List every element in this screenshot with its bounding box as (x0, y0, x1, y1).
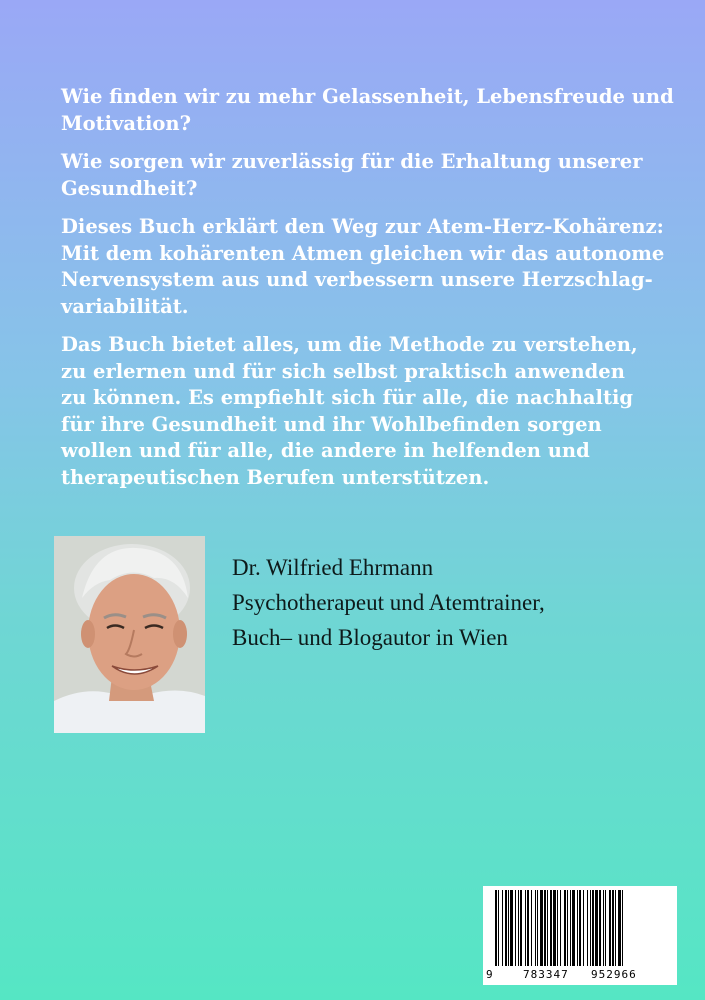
author-name: Dr. Wilfried Ehrmann (232, 555, 434, 580)
barcode-bar (583, 890, 584, 966)
author-info (232, 550, 545, 655)
author-role: Psychotherapeut und Atemtrainer, (232, 590, 545, 615)
barcode-bar (537, 890, 538, 966)
author-photo (54, 536, 205, 733)
barcode-bar (505, 890, 507, 966)
barcode-digit-first: 9 (486, 968, 493, 981)
barcode-bar (587, 890, 588, 966)
barcode-bar (531, 890, 532, 966)
barcode-bar (612, 890, 614, 966)
barcode-bar (570, 890, 571, 966)
barcode-bar (622, 890, 623, 966)
barcode-bar (544, 890, 546, 966)
barcode-digits-right: 952966 (591, 968, 637, 981)
blurb-question-1: Wie finden wir zu mehr Gelassenheit, Lebensfreude und Motivation? (61, 85, 674, 135)
barcode-bar (605, 890, 606, 966)
barcode-bar (603, 890, 604, 966)
barcode-bar (547, 890, 548, 966)
blurb-question-2: Wie sorgen wir zuverlässig für die Erhaltung unserer Gesundheit? (61, 150, 643, 200)
barcode-bar (599, 890, 601, 966)
back-cover-blurb (61, 84, 676, 503)
barcode-bar (579, 890, 581, 966)
barcode-digits-left: 783347 (523, 968, 569, 981)
barcode-bar (577, 890, 578, 966)
barcode-bar (498, 890, 499, 966)
barcode-bar (595, 890, 598, 966)
isbn-barcode (483, 886, 677, 985)
barcode-bar (540, 890, 543, 966)
barcode-bar (535, 890, 536, 966)
barcode-bar (508, 890, 509, 966)
barcode-bar (609, 890, 611, 966)
barcode-bar (515, 890, 516, 966)
author-location: Buch– und Blogautor in Wien (232, 625, 508, 650)
barcode-bar (525, 890, 526, 966)
barcode-bar (592, 890, 594, 966)
barcode-bar (520, 890, 522, 966)
barcode-bar (527, 890, 529, 966)
barcode-bar (590, 890, 591, 966)
barcode-bar (495, 890, 497, 966)
barcode-bar (510, 890, 513, 966)
barcode-bar (560, 890, 561, 966)
barcode-bar (518, 890, 519, 966)
barcode-bar (618, 890, 621, 966)
blurb-paragraph-audience: Das Buch bietet alles, um die Methode zu verstehen, zu erlernen und für sich selbst praktisch anwenden zu können. Es empfiehlt sich für alle, die nachhaltig für ihre Gesundheit und ihr Wohlbefinden sorgen wollen und für alle, die andere in helfenden und therapeutischen Berufen unterstützen. (61, 333, 638, 489)
barcode-bar (572, 890, 575, 966)
barcode-bar (553, 890, 556, 966)
barcode-bar (615, 890, 616, 966)
barcode-bar (564, 890, 566, 966)
blurb-paragraph-method: Dieses Buch erklärt den Weg zur Atem-Herz-Kohärenz: Mit dem kohärenten Atmen gleichen wir das autonome Nervensystem aus und verbessern unsere Herzschlag- variabilität. (61, 215, 665, 318)
barcode-bar (502, 890, 503, 966)
barcode-bar (557, 890, 558, 966)
barcode-bar (550, 890, 552, 966)
barcode-bar (567, 890, 568, 966)
